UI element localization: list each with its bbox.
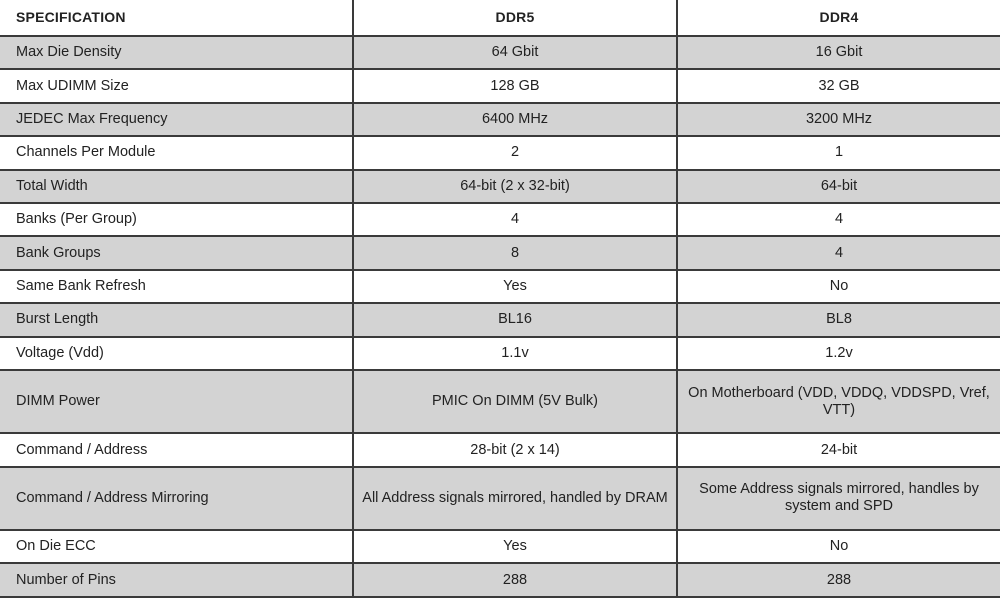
ddr4-value-cell: 3200 MHz (677, 103, 1000, 136)
table-row (0, 433, 1000, 466)
ddr4-value-cell: 64-bit (677, 170, 1000, 203)
ddr5-value-cell: 288 (353, 563, 677, 597)
table-header-row (0, 0, 1000, 36)
table-row (0, 170, 1000, 203)
spec-name-cell: DIMM Power (0, 370, 353, 433)
spec-name-cell: Same Bank Refresh (0, 270, 353, 303)
table-row (0, 530, 1000, 563)
ddr4-value-cell: 288 (677, 563, 1000, 597)
table-row (0, 136, 1000, 169)
ddr4-value-cell: On Motherboard (VDD, VDDQ, VDDSPD, Vref, VTT) (677, 370, 1000, 433)
spec-name-cell: Number of Pins (0, 563, 353, 597)
header-ddr5: DDR5 (353, 0, 677, 36)
spec-name-cell: Bank Groups (0, 236, 353, 269)
ddr5-value-cell: Yes (353, 270, 677, 303)
ddr5-value-cell: 128 GB (353, 69, 677, 102)
ddr4-value-cell: BL8 (677, 303, 1000, 336)
table-row (0, 69, 1000, 102)
spec-name-cell: Command / Address Mirroring (0, 467, 353, 530)
ddr5-value-cell: 64 Gbit (353, 36, 677, 69)
spec-name-cell: Max UDIMM Size (0, 69, 353, 102)
ddr5-value-cell: BL16 (353, 303, 677, 336)
spec-name-cell: Voltage (Vdd) (0, 337, 353, 370)
table-row (0, 203, 1000, 236)
ddr5-value-cell: 4 (353, 203, 677, 236)
ddr5-value-cell: 28-bit (2 x 14) (353, 433, 677, 466)
ddr4-value-cell: 32 GB (677, 69, 1000, 102)
table-row (0, 36, 1000, 69)
ddr4-value-cell: 4 (677, 236, 1000, 269)
spec-name-cell: Banks (Per Group) (0, 203, 353, 236)
ddr4-value-cell: 16 Gbit (677, 36, 1000, 69)
spec-name-cell: Command / Address (0, 433, 353, 466)
ddr5-value-cell: All Address signals mirrored, handled by DRAM (353, 467, 677, 530)
header-ddr4: DDR4 (677, 0, 1000, 36)
ddr4-value-cell: 1.2v (677, 337, 1000, 370)
table-row (0, 303, 1000, 336)
ddr4-value-cell: No (677, 270, 1000, 303)
table-row (0, 270, 1000, 303)
ddr4-value-cell: 1 (677, 136, 1000, 169)
spec-name-cell: Burst Length (0, 303, 353, 336)
ddr4-value-cell: Some Address signals mirrored, handles by system and SPD (677, 467, 1000, 530)
table-row (0, 370, 1000, 433)
spec-name-cell: On Die ECC (0, 530, 353, 563)
ddr4-value-cell: 24-bit (677, 433, 1000, 466)
ddr4-value-cell: No (677, 530, 1000, 563)
ddr5-value-cell: 8 (353, 236, 677, 269)
table-row (0, 467, 1000, 530)
ddr5-value-cell: Yes (353, 530, 677, 563)
ddr5-value-cell: 1.1v (353, 337, 677, 370)
ddr5-value-cell: PMIC On DIMM (5V Bulk) (353, 370, 677, 433)
ddr5-value-cell: 6400 MHz (353, 103, 677, 136)
spec-name-cell: Total Width (0, 170, 353, 203)
table-row (0, 337, 1000, 370)
ddr5-value-cell: 2 (353, 136, 677, 169)
spec-name-cell: Channels Per Module (0, 136, 353, 169)
spec-name-cell: Max Die Density (0, 36, 353, 69)
table-row (0, 103, 1000, 136)
table-row (0, 563, 1000, 597)
header-specification: SPECIFICATION (0, 0, 353, 36)
table-row (0, 236, 1000, 269)
ddr5-value-cell: 64-bit (2 x 32-bit) (353, 170, 677, 203)
spec-name-cell: JEDEC Max Frequency (0, 103, 353, 136)
ddr4-value-cell: 4 (677, 203, 1000, 236)
